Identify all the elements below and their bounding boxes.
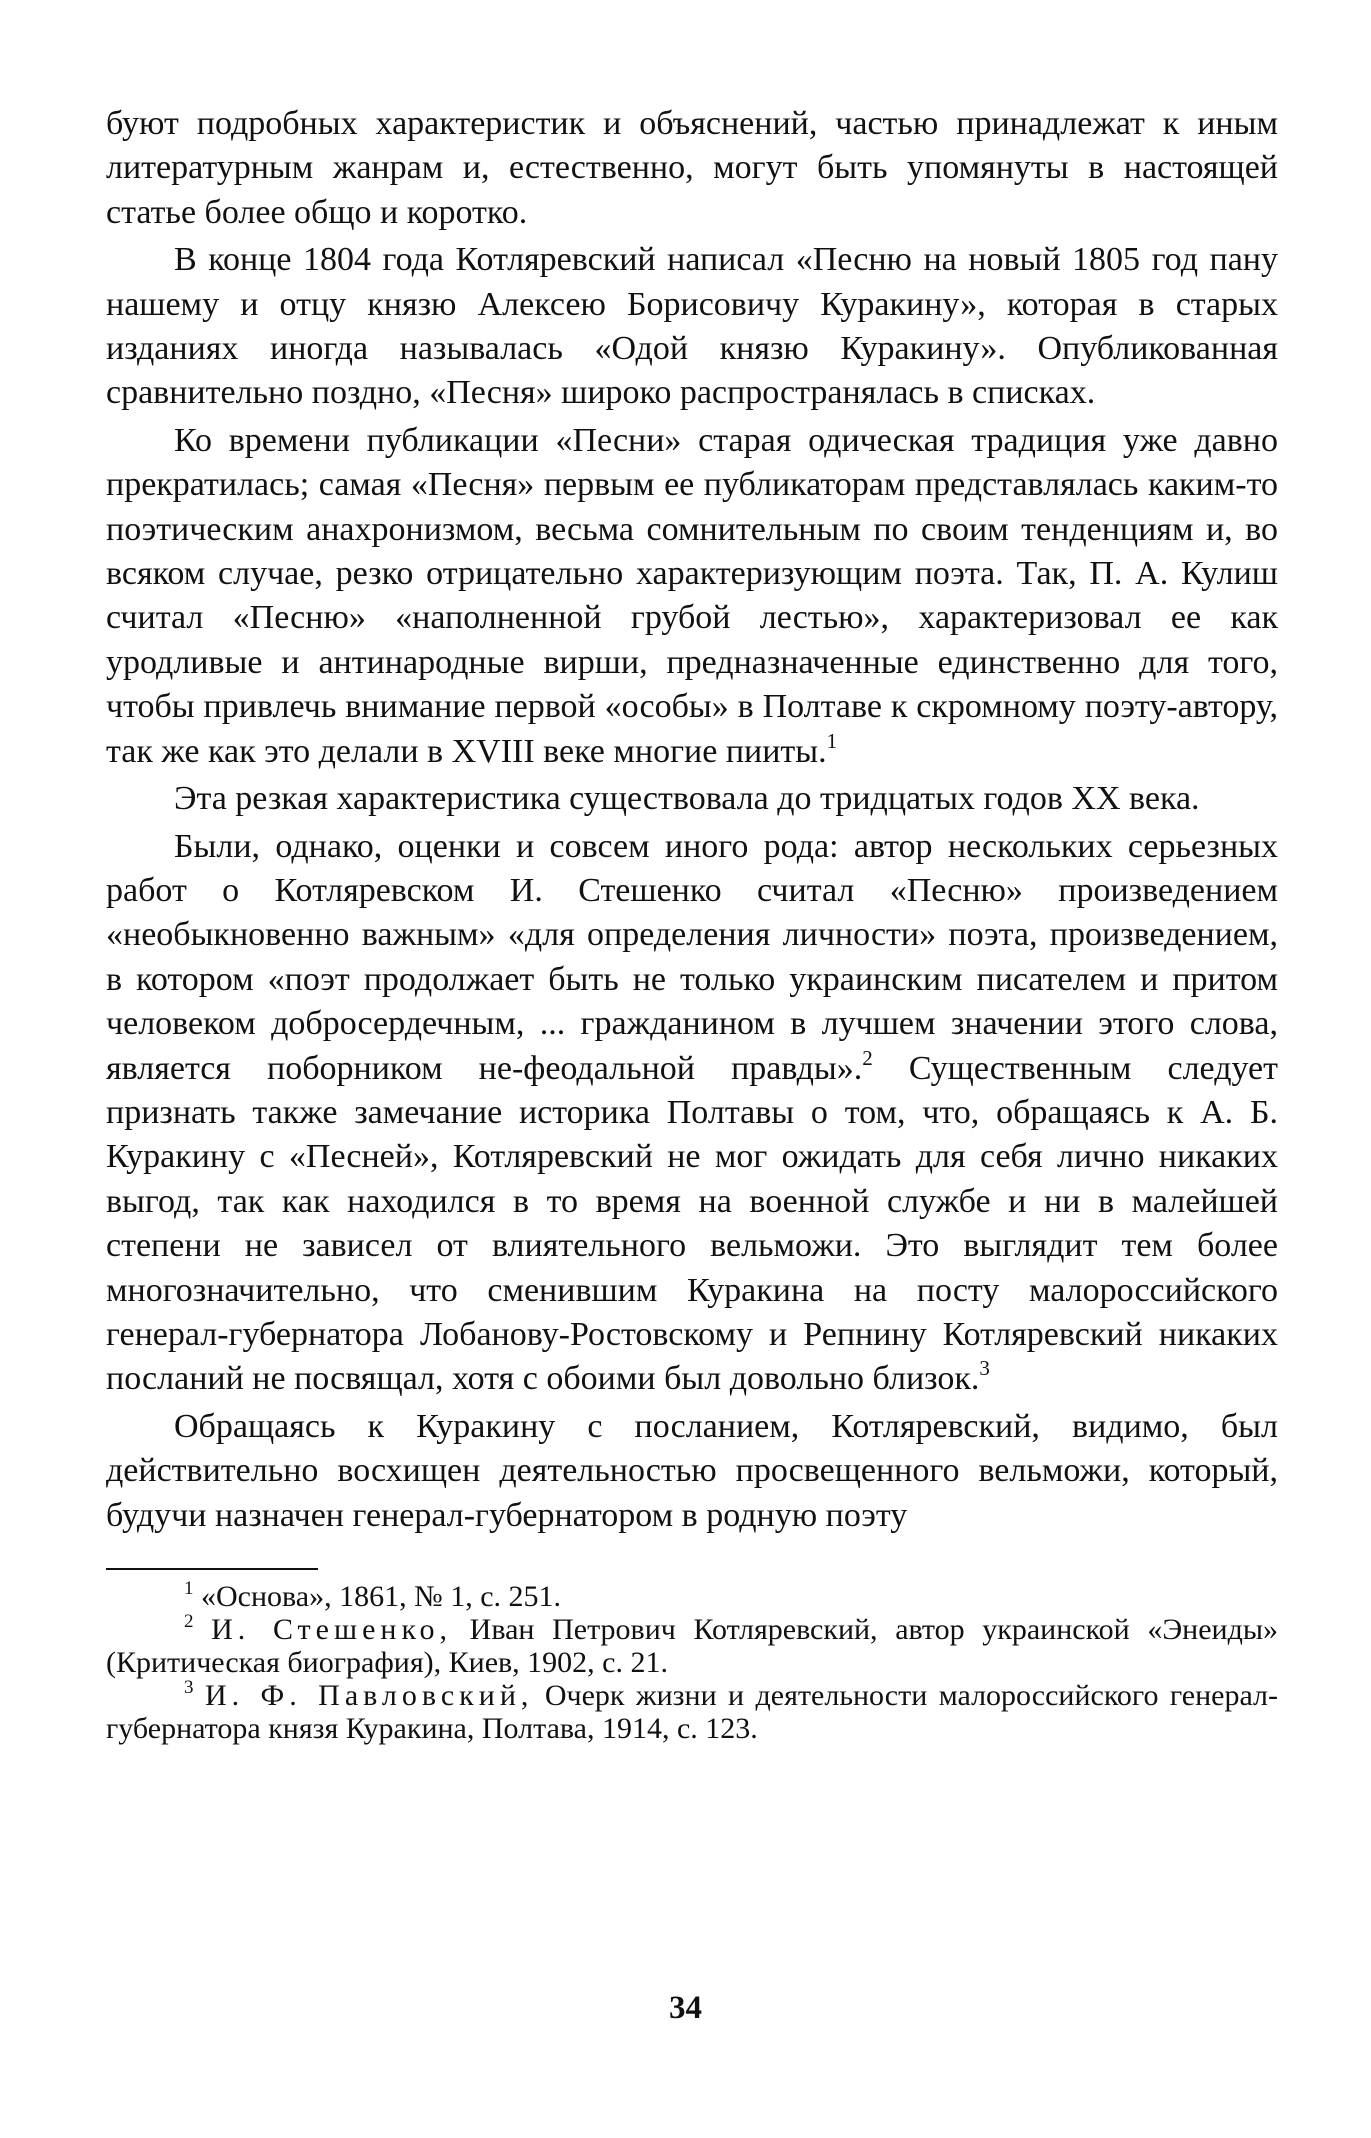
footnote-3: [106, 1679, 1278, 1745]
footnote-1-mark: 1: [184, 1578, 194, 1599]
paragraph-4-text: Эта резкая характеристика существовала до тридцатых годов XX века.: [174, 780, 1200, 818]
footnote-divider: [106, 1568, 318, 1570]
footnote-2-mark: 2: [184, 1611, 194, 1632]
paragraph-2-text: В конце 1804 года Котляревский написал «Песню на новый 1805 год пану нашему и отцу князю Алексею Борисовичу Куракину», которая в старых изданиях иногда называлась «Одой князю Куракину». Опубликованная сравнительно поздно, «Песня» широко распространялась в списках.: [106, 241, 1278, 412]
paragraph-4: [106, 777, 1278, 821]
paragraph-1: [106, 102, 1278, 235]
footnote-3-author: И. Ф. Павловский,: [204, 1679, 534, 1712]
footnote-2-author: И. Стешенко,: [211, 1613, 453, 1646]
footnotes: [106, 1580, 1278, 1745]
footnote-ref-2[interactable]: 2: [862, 1045, 873, 1070]
footnote-2: [106, 1613, 1278, 1679]
paragraph-3-text: Ко времени публикации «Песни» старая одическая традиция уже давно прекратилась; самая «Песня» первым ее публикаторам представлялась каким-то поэтическим анахронизмом, весьма сомнительным по своим тенденциям и, во всяком случае, резко отрицательно характеризующим поэта. Так, П. А. Кулиш считал «Песню» «наполненной грубой лестью», характеризовал ее как уродливые и антинародные вирши, предназначенные единственно для того, чтобы привлечь внимание первой «особы» в Полтаве к скромному поэту-автору, так же как это делали в XVIII веке многие пииты.: [106, 421, 1278, 770]
footnote-2-text: Иван Петрович Котляревский, автор украинской «Энеиды» (Критическая биография), Киев, 1902, с. 21.: [106, 1613, 1278, 1679]
footnote-3-text: Очерк жизни и деятельности малороссийского генерал-губернатора князя Куракина, Полтава, 1914, с. 123.: [106, 1679, 1279, 1745]
paragraph-2: [106, 238, 1278, 416]
page-number: 34: [669, 1990, 702, 2026]
paragraph-3: [106, 419, 1278, 774]
page: [106, 102, 1278, 1745]
footnote-ref-3[interactable]: 3: [979, 1356, 990, 1381]
paragraph-5-text-part2: Существенным следует признать также замечание историка Полтавы о том, что, обращаясь к А. Б. Куракину с «Песней», Котляревский не мог ожидать для себя лично никаких выгод, так как находился в то время на военной службе и ни в малейшей степени не зависел от влиятельного вельможи. Это выглядит тем более многозначительно, что сменившим Куракина на посту малороссийского генерал-губернатора Лобанову-Ростовскому и Репнину Котляревский никаких посланий не посвящал, хотя с обоими был довольно близок.: [106, 1049, 1278, 1398]
paragraph-6-text: Обращаясь к Куракину с посланием, Котляревский, видимо, был действительно восхищен деятельностью просвещенного вельможи, который, будучи назначен генерал-губернатором в родную поэту: [106, 1407, 1278, 1534]
footnote-ref-1[interactable]: 1: [826, 728, 838, 753]
paragraph-5: [106, 825, 1278, 1402]
paragraph-1-text: буют подробных характеристик и объяснений, частью принадлежат к иным литературным жанрам и, естественно, могут быть упомянуты в настоящей статье более общо и коротко.: [106, 105, 1278, 231]
paragraph-6: [106, 1405, 1278, 1538]
footnote-3-mark: 3: [184, 1677, 194, 1698]
body-text: [106, 102, 1278, 1538]
footnote-1-text: «Основа», 1861, № 1, с. 251.: [201, 1580, 562, 1613]
paragraph-5-text-part1: Были, однако, оценки и совсем иного рода: автор нескольких серьезных работ о Котляревском И. Стешенко считал «Песню» произведением «необыкновенно важным» «для определения личности» поэта, произведением, в котором «поэт продолжает быть не только украинским писателем и притом человеком добросердечным, ... гражданином в лучшем значении этого слова, является поборником не-феодальной правды».: [106, 827, 1278, 1087]
footnote-1: [106, 1580, 1278, 1613]
